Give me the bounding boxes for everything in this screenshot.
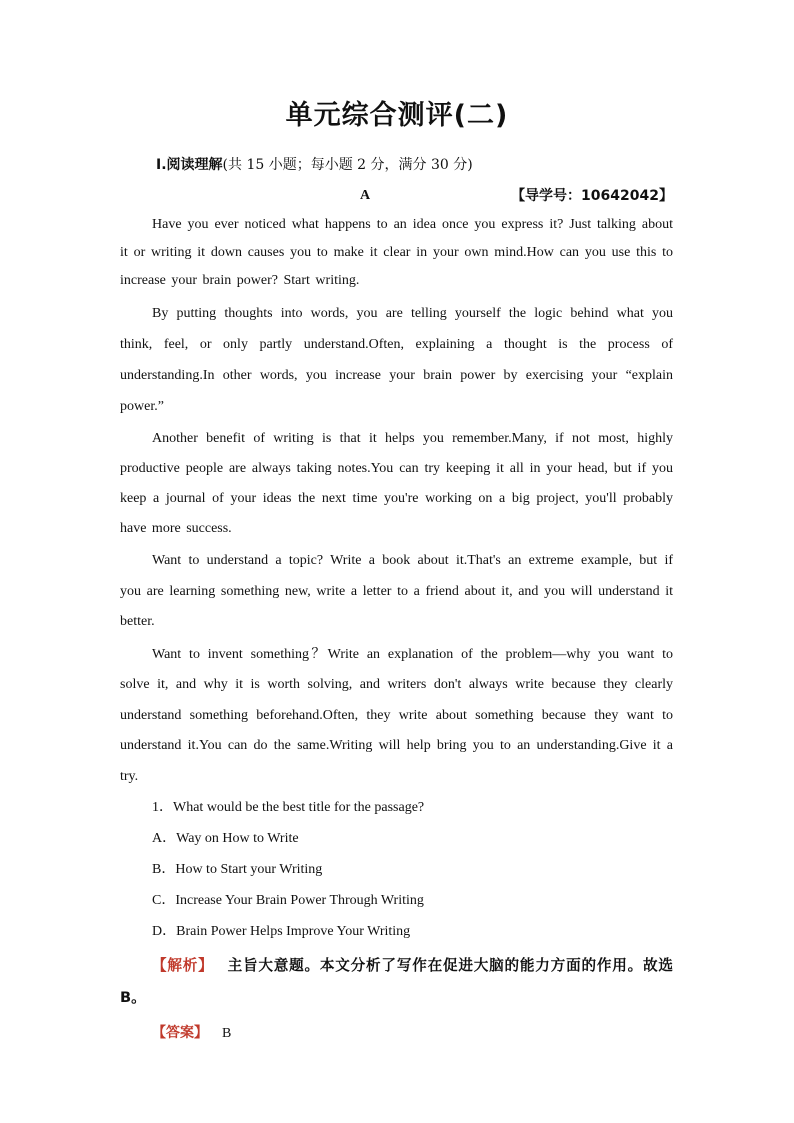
- answer-tag: 【答案】: [152, 1025, 208, 1041]
- passage-paragraph-3: Another benefit of writing is that it helps you remember.Many, if not most, highly productive people are always taking notes.You can try keeping it all in your head, but if you keep a journal of your ideas the next time you're working on a big project, you'll probably have more success.: [120, 431, 673, 536]
- passage-paragraph-1: Have you ever noticed what happens to an idea once you express it? Just talking about it or writing it down causes you to make it clear in your own mind.How can you use this to increase your brain power? Start writing.: [120, 217, 673, 288]
- passage-paragraph-4: Want to understand a topic? Write a book about it.That's an extreme example, but if you are learning something new, write a letter to a friend about it, and you will understand it better.: [120, 553, 673, 629]
- passage-paragraph-5: Want to invent something？Write an explanation of the problem—why you want to solve it, and why it is worth solving, and writers don't always write because they clearly understand something beforehand.Often, they write about something because they want to understand it.You can do the same.Writing will help bring you to an understanding.Give it a try.: [120, 646, 673, 784]
- passage-paragraph-2: By putting thoughts into words, you are telling yourself the logic behind what you think, feel, or only partly understand.Often, explaining a thought is the process of understanding.In other words, you increase your brain power by exercising your “explain power.”: [120, 306, 673, 414]
- analysis: [120, 950, 673, 1014]
- section-heading: [156, 155, 473, 175]
- section-scoring: (共 15 小题；每小题 2 分，满分 30 分): [222, 157, 473, 173]
- answer-value: B: [222, 1026, 232, 1041]
- analysis-text: 主旨大意题。本文分析了写作在促进大脑的能力方面的作用。故选 B。: [120, 957, 673, 1006]
- option-b: B．How to Start your Writing: [152, 862, 323, 877]
- analysis-tag: 【解析】: [152, 957, 214, 974]
- guide-label: 【导学号：10642042】: [511, 188, 673, 204]
- option-d: D．Brain Power Helps Improve Your Writing: [152, 924, 411, 939]
- section-head: Ⅰ.阅读理解: [156, 157, 223, 173]
- question-block: [120, 792, 673, 947]
- guide-number: [511, 186, 673, 206]
- option-a: A．Way on How to Write: [152, 831, 299, 846]
- page-title: 单元综合测评(二): [285, 100, 509, 131]
- passage-body: [120, 211, 673, 1049]
- question-stem: 1．What would be the best title for the passage?: [152, 800, 425, 815]
- answer: [120, 1018, 673, 1049]
- part-letter: A: [360, 188, 371, 203]
- option-c: C．Increase Your Brain Power Through Writing: [152, 893, 424, 908]
